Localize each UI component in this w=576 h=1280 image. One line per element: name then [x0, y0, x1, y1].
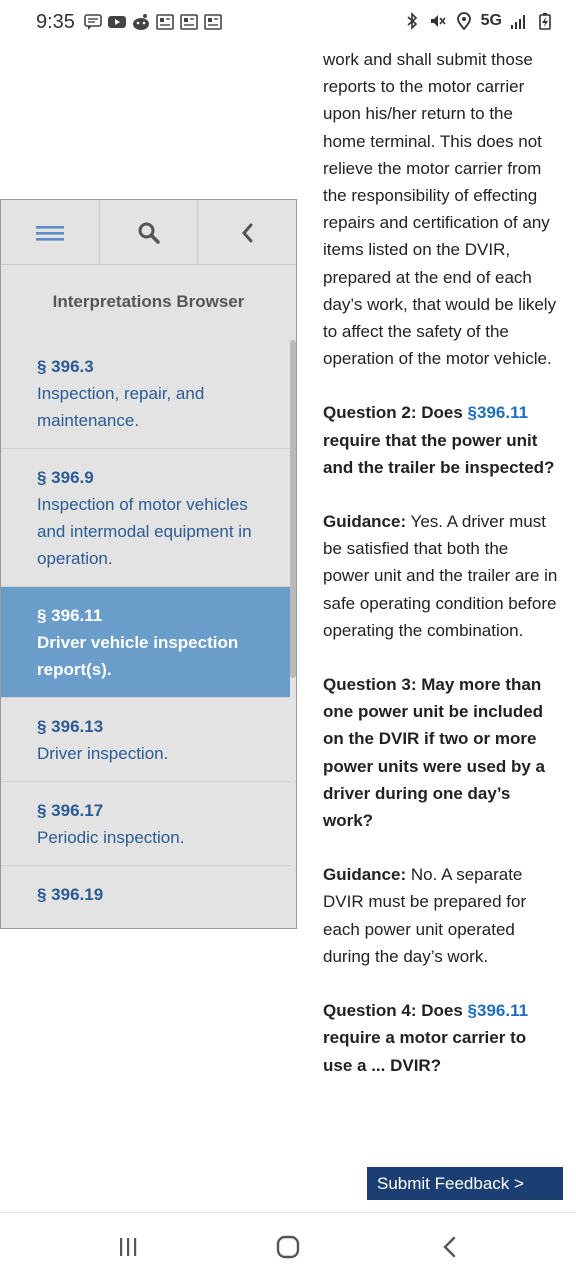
- home-button[interactable]: [268, 1231, 308, 1263]
- search-button[interactable]: [100, 200, 199, 265]
- interpretations-panel: [0, 199, 297, 929]
- news-icon: [180, 13, 198, 31]
- list-item[interactable]: § 396.19: [37, 885, 104, 904]
- panel-title: Interpretations Browser: [52, 292, 245, 311]
- back-icon: [441, 1235, 459, 1259]
- chat-icon: [84, 13, 102, 31]
- news-icon: [204, 13, 222, 31]
- list-item-active[interactable]: § 396.11 Driver vehicle inspection report(s).: [1, 587, 290, 698]
- question-4: Question 4: Does §396.11 require a motor carrier to use a ... DVIR?: [323, 1001, 529, 1075]
- back-button[interactable]: [430, 1231, 470, 1263]
- article-content: [323, 46, 559, 1106]
- search-icon: [137, 221, 161, 245]
- question-2: Question 2: Does §396.11 require that the power unit and the trailer be inspected?: [323, 403, 555, 477]
- scrollbar[interactable]: [290, 340, 296, 678]
- list-item[interactable]: § 396.13 Driver inspection.: [1, 698, 290, 782]
- guidance-2: Guidance: Yes. A driver must be satisfied that both the power unit and the trailer are in safe operating condition before operating the combination.: [323, 512, 558, 640]
- list-item[interactable]: § 396.9 Inspection of motor vehicles and intermodal equipment in operation.: [1, 449, 290, 587]
- menu-button[interactable]: [1, 200, 100, 265]
- recent-apps-button[interactable]: [108, 1231, 148, 1263]
- reddit-icon: [132, 13, 150, 31]
- news-icon: [156, 13, 174, 31]
- article-paragraph: work and shall submit those reports to the motor carrier upon his/her return to the home terminal. This does not relieve the motor carrier from the responsibility of effecting repairs and certification of any items listed on the DVIR, prepared at the end of each day’s work, that would be likely to affect the safety of the operation of the motor vehicle.: [323, 50, 557, 369]
- submit-feedback-button[interactable]: Submit Feedback >: [367, 1167, 563, 1200]
- location-icon: [455, 12, 473, 30]
- section-list: [1, 338, 290, 922]
- notification-icons: [84, 13, 222, 31]
- signal-icon: [510, 12, 528, 30]
- section-link[interactable]: §396.11: [467, 403, 529, 423]
- recent-apps-icon: [117, 1236, 139, 1258]
- list-item[interactable]: § 396.17 Periodic inspection.: [1, 782, 290, 866]
- youtube-icon: [108, 13, 126, 31]
- collapse-button[interactable]: [198, 200, 296, 265]
- bluetooth-icon: [403, 12, 421, 30]
- panel-toolbar: [1, 200, 296, 265]
- system-icons: [403, 12, 554, 30]
- chevron-left-icon: [239, 222, 255, 244]
- section-link[interactable]: §396.11: [467, 1001, 529, 1021]
- list-item[interactable]: § 396.3 Inspection, repair, and maintenance.: [1, 338, 290, 449]
- question-3: Question 3: May more than one power unit be included on the DVIR if two or more power units were used by a driver during one day’s work?: [323, 675, 546, 831]
- navigation-bar: [0, 1212, 576, 1280]
- home-icon: [275, 1234, 301, 1260]
- guidance-3: Guidance: No. A separate DVIR must be prepared for each power unit operated during the day’s work.: [323, 865, 527, 966]
- hamburger-icon: [36, 223, 64, 243]
- mute-icon: [429, 12, 447, 30]
- status-time: 9:35: [36, 11, 75, 33]
- status-bar: [0, 0, 576, 48]
- network-label: 5G: [480, 12, 502, 29]
- battery-icon: [536, 12, 554, 30]
